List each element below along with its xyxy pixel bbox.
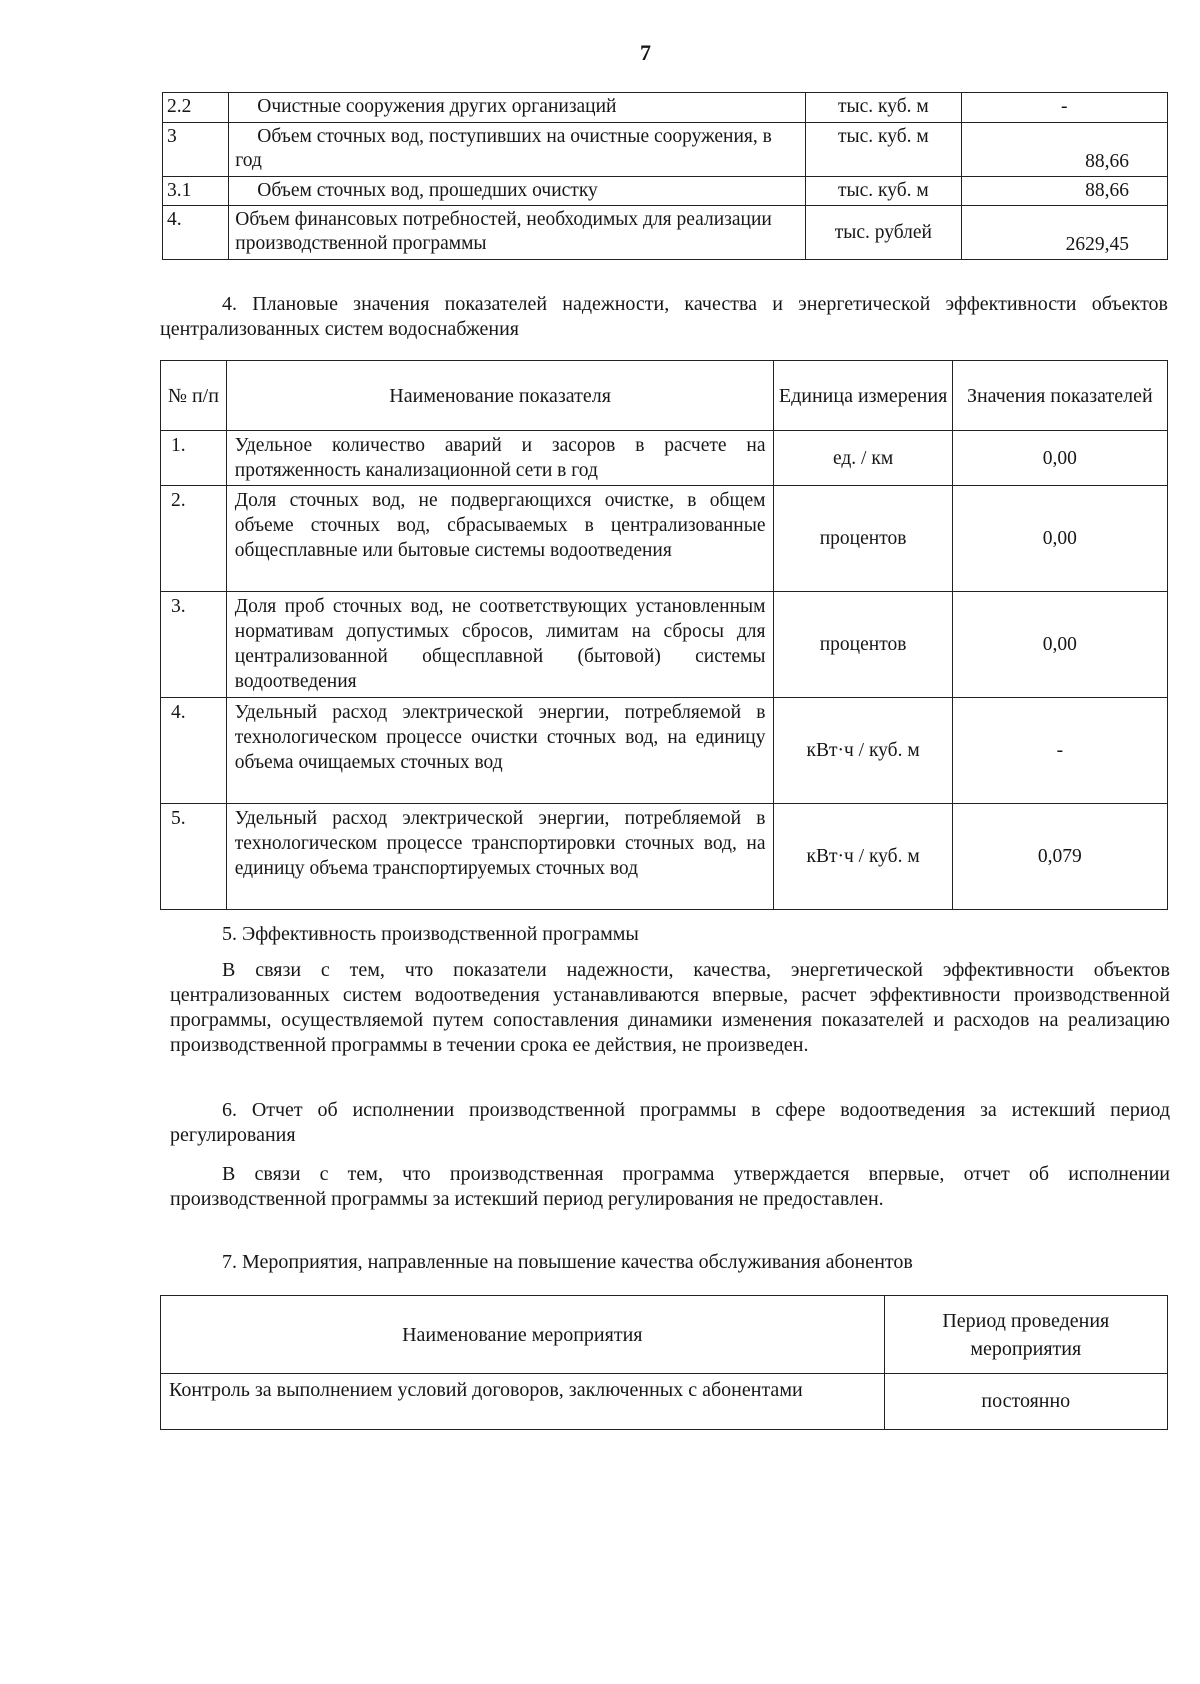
section-4-heading: 4. Плановые значения показателей надежности, качества и энергетической эффективности объектов централизованных систем водоснабжения (160, 293, 1168, 340)
activity-period: постоянно (884, 1374, 1167, 1430)
row-unit: тыс. куб. м (806, 177, 962, 206)
table-row (161, 431, 1168, 486)
row-unit: тыс. куб. м (806, 93, 962, 123)
row-name: Очистные сооружения других организаций (229, 93, 806, 123)
row-number: 3.1 (163, 177, 229, 206)
table-row (161, 698, 1168, 804)
row-number: 2. (161, 486, 227, 592)
row-unit: ед. / км (774, 431, 952, 486)
table-row (161, 486, 1168, 592)
section-5-heading: 5. Эффективность производственной программы (222, 923, 639, 945)
section-5-text: В связи с тем, что показатели надежности, качества, энергетической эффективности объектов централизованных систем водоотведения устанавливаются впервые, расчет эффективности производственной программы, осуществляемой путем сопоставления динамики изменения показателей и расходов на реализацию производственной программы в течении срока ее действия, не произведен. (170, 959, 1170, 1056)
row-name: Доля проб сточных вод, не соответствующих установленным нормативам допустимых сбросов, лимитам на сбросы для централизованной общесплавной (бытовой) системы водоотведения (226, 592, 774, 698)
indicators-table (160, 360, 1168, 910)
header-name: Наименование показателя (226, 361, 774, 431)
row-value: 0,079 (952, 804, 1167, 910)
page-number: 7 (640, 40, 651, 65)
row-number: 2.2 (163, 93, 229, 123)
table-header-row (161, 1296, 1168, 1374)
row-unit: тыс. рублей (806, 206, 962, 260)
row-number: 1. (161, 431, 227, 486)
table-row (163, 123, 1168, 177)
table-row (161, 804, 1168, 910)
row-number: 3 (163, 123, 229, 177)
row-name: Объем сточных вод, прошедших очистку (229, 177, 806, 206)
row-name: Удельное количество аварий и засоров в расчете на протяженность канализационной сети в год (226, 431, 774, 486)
table-row (163, 93, 1168, 123)
table-row (163, 177, 1168, 206)
table-row (163, 206, 1168, 260)
row-unit: процентов (774, 486, 952, 592)
row-value: 88,66 (961, 177, 1167, 206)
activities-table (160, 1295, 1168, 1430)
row-value: 0,00 (952, 486, 1167, 592)
row-name: Удельный расход электрической энергии, потребляемой в технологическом процессе транспортировки сточных вод, на единицу объема транспортируемых сточных вод (226, 804, 774, 910)
section-7-heading: 7. Мероприятия, направленные на повышение качества обслуживания абонентов (222, 1251, 913, 1273)
section-6-heading: 6. Отчет об исполнении производственной программы в сфере водоотведения за истекший период регулирования (170, 1099, 1170, 1146)
row-unit: кВт·ч / куб. м (774, 804, 952, 910)
row-value: - (952, 698, 1167, 804)
row-number: 5. (161, 804, 227, 910)
table-row (161, 1374, 1168, 1430)
row-unit: тыс. куб. м (806, 123, 962, 177)
activity-name: Контроль за выполнением условий договоров, заключенных с абонентами (161, 1374, 885, 1430)
table-header-row (161, 361, 1168, 431)
header-value: Значения показателей (952, 361, 1167, 431)
header-num: № п/п (161, 361, 227, 431)
row-value: - (961, 93, 1167, 123)
row-value: 0,00 (952, 431, 1167, 486)
volume-table (162, 92, 1168, 260)
row-name: Объем финансовых потребностей, необходимых для реализации производственной программы (229, 206, 806, 260)
row-value: 2629,45 (961, 206, 1167, 260)
row-name: Доля сточных вод, не подвергающихся очистке, в общем объеме сточных вод, сбрасываемых в централизованные общесплавные или бытовые системы водоотведения (226, 486, 774, 592)
row-unit: процентов (774, 592, 952, 698)
row-name: Объем сточных вод, поступивших на очистные сооружения, в год (229, 123, 806, 177)
header-period: Период проведения мероприятия (884, 1296, 1167, 1374)
row-value: 88,66 (961, 123, 1167, 177)
header-unit: Единица измерения (774, 361, 952, 431)
section-6-text: В связи с тем, что производственная программа утверждается впервые, отчет об исполнении производственной программы за истекший период регулирования не предоставлен. (170, 1163, 1170, 1210)
row-number: 3. (161, 592, 227, 698)
row-number: 4. (163, 206, 229, 260)
row-number: 4. (161, 698, 227, 804)
header-activity-name: Наименование мероприятия (161, 1296, 885, 1374)
table-row (161, 592, 1168, 698)
row-unit: кВт·ч / куб. м (774, 698, 952, 804)
row-name: Удельный расход электрической энергии, потребляемой в технологическом процессе очистки сточных вод, на единицу объема очищаемых сточных вод (226, 698, 774, 804)
row-value: 0,00 (952, 592, 1167, 698)
